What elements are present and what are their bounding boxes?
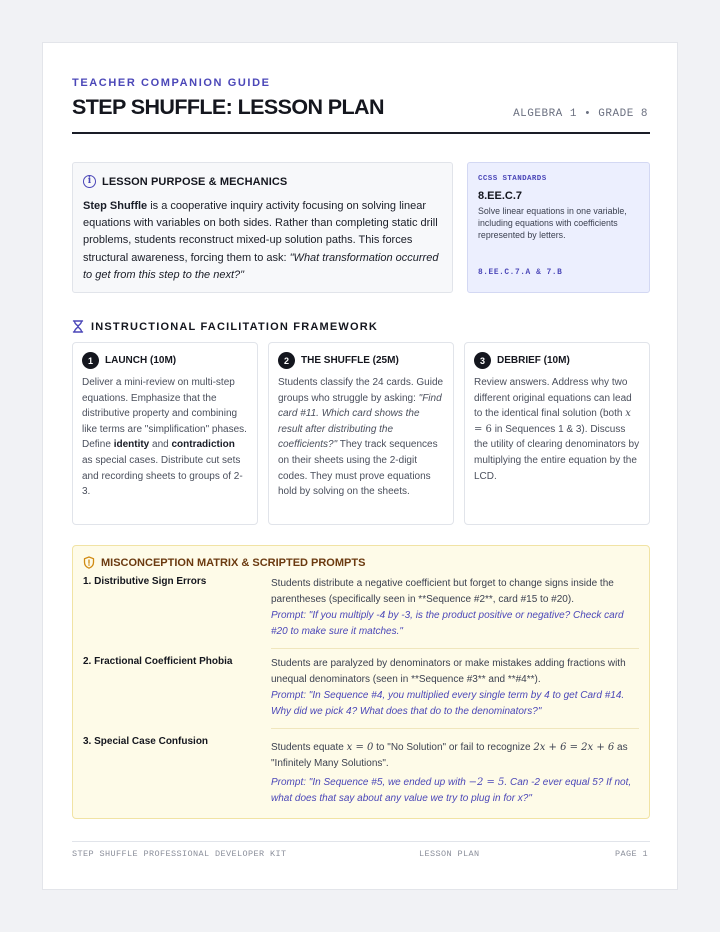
footer-divider bbox=[72, 841, 650, 842]
footer-left: STEP SHUFFLE PROFESSIONAL DEVELOPER KIT bbox=[72, 849, 287, 859]
purpose-quote: "What transformation occurred to get from this step to the next?" bbox=[83, 251, 439, 281]
info-icon: i bbox=[83, 175, 96, 188]
misconception-description: Students equate bbox=[271, 742, 347, 753]
misconception-heading bbox=[83, 556, 639, 569]
footer-center: LESSON PLAN bbox=[419, 849, 480, 859]
misconception-matrix bbox=[72, 545, 650, 819]
step-text: as special cases. Distribute cut sets and recording sheets to groups of 2-3. bbox=[82, 454, 243, 498]
footer-page-number: PAGE 1 bbox=[614, 849, 648, 859]
framework-heading bbox=[72, 320, 378, 333]
step-term-identity: identity bbox=[113, 439, 150, 451]
course-meta: ALGEBRA 1 • GRADE 8 bbox=[513, 108, 648, 120]
step-term-contradiction: contradiction bbox=[171, 439, 235, 451]
misconception-text bbox=[271, 740, 641, 807]
math-expression: = 6 bbox=[474, 423, 492, 435]
shield-icon bbox=[83, 556, 95, 569]
step-quote: "Find card #11. Which card shows the result after distributing the coefficients?" bbox=[278, 392, 442, 451]
misconception-description: as "Infinitely Many Solutions". bbox=[271, 742, 628, 769]
row-divider bbox=[271, 648, 639, 649]
ccss-standards-panel bbox=[467, 162, 650, 293]
misconception-title: MISCONCEPTION MATRIX & SCRIPTED PROMPTS bbox=[101, 556, 366, 569]
step-description bbox=[82, 375, 248, 500]
step-title: THE SHUFFLE (25M) bbox=[301, 355, 399, 366]
math-expression: 2x + 6 = 2x + 6 bbox=[533, 742, 615, 753]
page-title: STEP SHUFFLE: LESSON PLAN bbox=[72, 95, 384, 119]
standard-description: Solve linear equations in one variable, including equations with coefficients represented by letters. bbox=[478, 206, 627, 240]
math-expression: −2 = 5 bbox=[468, 777, 505, 788]
document-page bbox=[42, 42, 678, 890]
misconception-label: 3. Special Case Confusion bbox=[83, 736, 209, 747]
misconception-label: 1. Distributive Sign Errors bbox=[83, 576, 207, 587]
lesson-purpose-panel bbox=[72, 162, 453, 293]
eyebrow-label: TEACHER COMPANION GUIDE bbox=[72, 77, 271, 89]
framework-title: INSTRUCTIONAL FACILITATION FRAMEWORK bbox=[91, 320, 379, 333]
step-text: Students classify the 24 cards. Guide groups who struggle by asking: bbox=[278, 377, 444, 404]
misconception-label: 2. Fractional Coefficient Phobia bbox=[83, 656, 233, 667]
misconception-description: Students distribute a negative coefficient but forget to change signs inside the parentheses (specifically seen in **Sequence #2**, card #15 to #20). bbox=[271, 578, 614, 605]
prompt-text: Prompt: "In Sequence #5, we ended up with bbox=[271, 777, 469, 788]
math-variable: x bbox=[625, 408, 631, 420]
step-card-debrief bbox=[464, 342, 650, 525]
step-text: in Sequences 1 & 3). Discuss the utility of clearing denominators by multiplying the entire equation by the LCD. bbox=[474, 423, 640, 482]
standards-label: CCSS STANDARDS bbox=[478, 175, 547, 183]
scripted-prompt: Prompt: "If you multiply -4 by -3, is the product positive or negative? Check card #20 to make sure it matches." bbox=[271, 610, 624, 637]
step-card-shuffle bbox=[268, 342, 454, 525]
step-title: DEBRIEF (10M) bbox=[497, 355, 570, 366]
scripted-prompt: Prompt: "In Sequence #4, you multiplied every single term by 4 to get Card #14. Why did we pick 4? What does that do to the denominators?" bbox=[271, 690, 625, 717]
step-card-launch bbox=[72, 342, 258, 525]
scripted-prompt bbox=[271, 775, 641, 807]
standard-refs: 8.EE.C.7.A & 7.B bbox=[478, 269, 563, 277]
misconception-text bbox=[271, 576, 641, 640]
row-divider bbox=[271, 728, 639, 729]
misconception-description: Students are paralyzed by denominators or make mistakes adding fractions with unequal denominators (seen in **Sequence #3** and **#4**). bbox=[271, 658, 626, 685]
purpose-lead: Step Shuffle bbox=[83, 200, 148, 212]
step-text: Review answers. Address why two different original equations can lead to the identical final solution (both bbox=[474, 377, 632, 420]
purpose-heading bbox=[83, 175, 442, 188]
step-number: 2 bbox=[278, 352, 295, 369]
step-text: Deliver a mini-review on multi-step equations. Emphasize that the distributive property and combining like terms are "simplification" phases. Define bbox=[82, 377, 247, 451]
purpose-body: is a cooperative inquiry activity focusing on solving linear equations with variables on both sides. Rather than completing static drill problems, students reconstruct mixed-up solution paths. This forces structural awareness, forcing them to ask: bbox=[83, 200, 438, 264]
step-description bbox=[278, 375, 444, 500]
purpose-text bbox=[83, 198, 442, 284]
misconception-text bbox=[271, 656, 641, 720]
hourglass-icon bbox=[72, 320, 84, 333]
step-number: 3 bbox=[474, 352, 491, 369]
step-number: 1 bbox=[82, 352, 99, 369]
prompt-text: . Can -2 ever equal 5? If not, what does that say about any value we try to plug in for x?" bbox=[271, 777, 632, 804]
step-text: and bbox=[149, 439, 172, 451]
purpose-title: LESSON PURPOSE & MECHANICS bbox=[102, 175, 288, 188]
math-expression: x = 0 bbox=[346, 742, 374, 753]
standard-code: 8.EE.C.7 bbox=[478, 190, 523, 202]
step-description bbox=[474, 375, 640, 484]
misconception-description: to "No Solution" or fail to recognize bbox=[373, 742, 534, 753]
step-title: LAUNCH (10M) bbox=[105, 355, 177, 366]
title-divider bbox=[72, 132, 650, 134]
step-text: They track sequences on their sheets using the 2-digit codes. They must prove equations hold by solving on the sheets. bbox=[278, 439, 438, 498]
